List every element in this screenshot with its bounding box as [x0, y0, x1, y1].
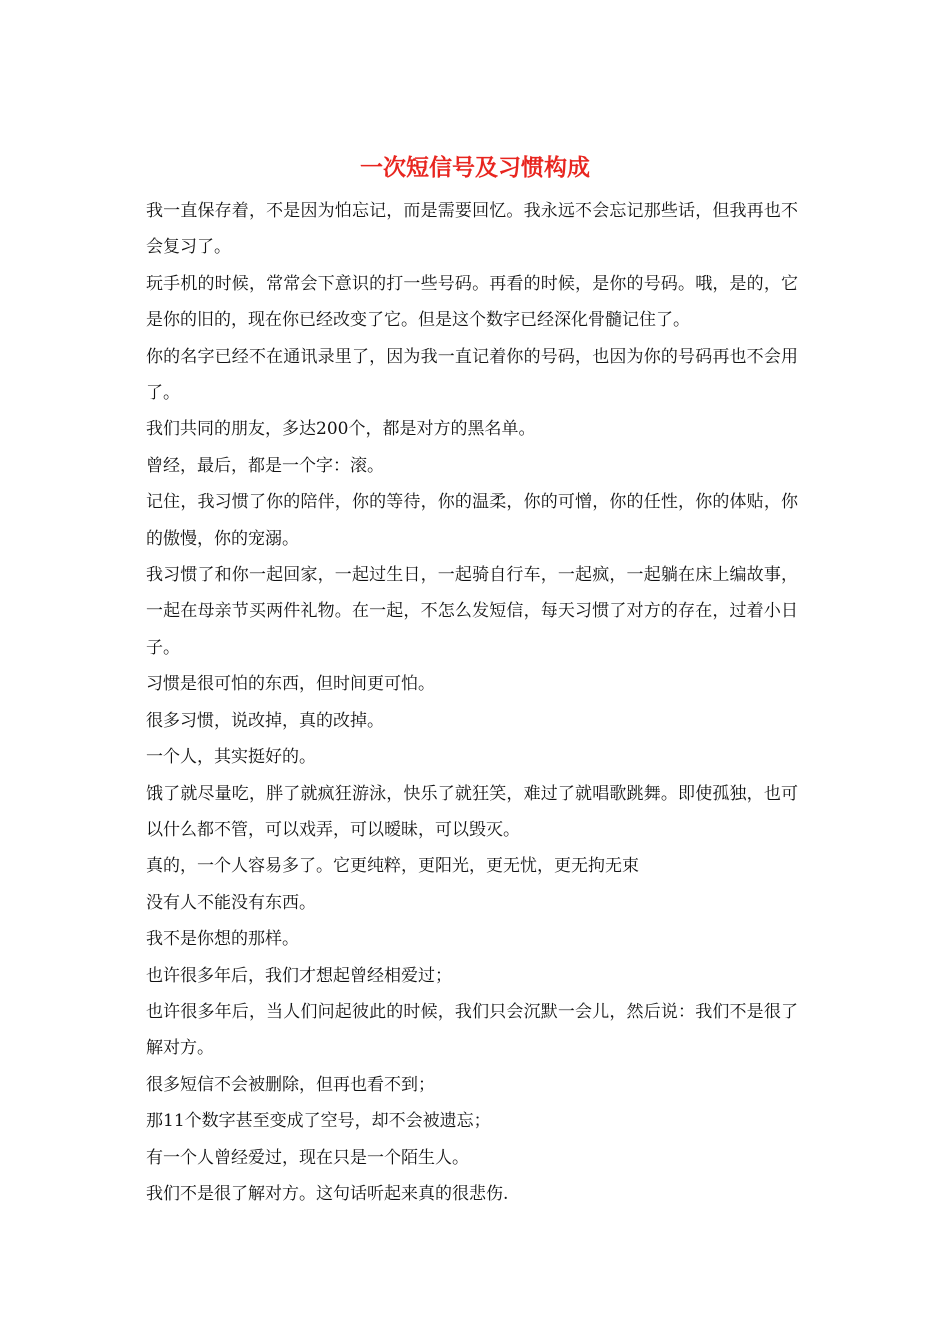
paragraph: 也许很多年后，我们才想起曾经相爱过； — [146, 965, 452, 986]
paragraph: 习惯是很可怕的东西，但时间更可怕。 — [146, 674, 435, 695]
paragraph: 我习惯了和你一起回家，一起过生日，一起骑自行车，一起疯，一起躺在床上编故事，一起在母亲节买两件礼物。在一起，不怎么发短信，每天习惯了对方的存在，过着小日子。 — [146, 565, 798, 658]
paragraph: 玩手机的时候，常常会下意识的打一些号码。再看的时候，是你的号码。哦，是的，它是你的旧的，现在你已经改变了它。但是这个数字已经深化骨髓记住了。 — [146, 273, 798, 331]
paragraph: 那11个数字甚至变成了空号，却不会被遗忘； — [146, 1111, 491, 1132]
document-title: 一次短信号及习惯构成 — [360, 154, 590, 181]
paragraph: 记住，我习惯了你的陪伴，你的等待，你的温柔，你的可憎，你的任性，你的体贴，你的傲慢，你的宠溺。 — [146, 492, 798, 549]
paragraph: 我们不是很了解对方。这句话听起来真的很悲伤. — [146, 1183, 509, 1204]
paragraph: 我一直保存着，不是因为怕忘记，而是需要回忆。我永远不会忘记那些话，但我再也不会复习了。 — [146, 201, 798, 258]
paragraph: 曾经，最后，都是一个字：滚。 — [146, 455, 384, 476]
paragraph: 我不是你想的那样。 — [146, 929, 299, 950]
paragraph: 很多短信不会被删除，但再也看不到； — [146, 1074, 435, 1095]
paragraph: 也许很多年后，当人们问起彼此的时候，我们只会沉默一会儿，然后说：我们不是很了解对方。 — [146, 1001, 798, 1059]
paragraph: 一个人，其实挺好的。 — [146, 747, 316, 768]
document-body — [146, 193, 798, 1212]
paragraph: 真的，一个人容易多了。它更纯粹，更阳光，更无忧，更无拘无束 — [146, 856, 639, 877]
paragraph: 你的名字已经不在通讯录里了，因为我一直记着你的号码，也因为你的号码再也不会用了。 — [146, 346, 798, 404]
paragraph: 饿了就尽量吃，胖了就疯狂游泳，快乐了就狂笑，难过了就唱歌跳舞。即使孤独，也可以什么都不管，可以戏弄，可以暧昧，可以毁灭。 — [146, 783, 798, 840]
paragraph: 没有人不能没有东西。 — [146, 892, 316, 913]
paragraph: 有一个人曾经爱过，现在只是一个陌生人。 — [146, 1147, 469, 1168]
paragraph: 很多习惯，说改掉，真的改掉。 — [146, 710, 384, 731]
paragraph: 我们共同的朋友，多达200个，都是对方的黑名单。 — [146, 419, 536, 440]
